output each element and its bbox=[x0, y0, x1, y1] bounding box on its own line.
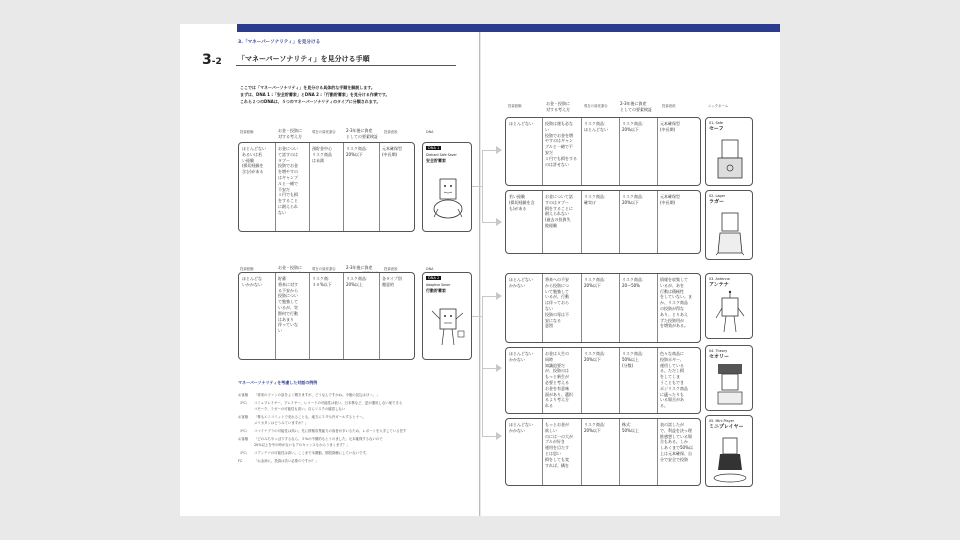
dna1-cell-attitude: お金につい て話すのは タブー 投資でお金 を増やすの はギャンブ ルと一緒で 不安だ １円でも損 をすること に耐えられ ない bbox=[278, 146, 298, 215]
note-text: コミュプレイヤー、プレイヤー、レコードの可能性は低い。日本株など、逆が運用しない案できる bbox=[254, 401, 403, 405]
dna1-cell-assets: ほとんどない あるいは若 い経験 (損切経験を 含む)がある bbox=[242, 146, 266, 175]
nick-jp: アンテナ bbox=[709, 282, 729, 288]
dna2-cell-experience: 各タイプ別 趣意的 bbox=[382, 276, 402, 287]
dna1-row bbox=[238, 142, 415, 232]
notes-title: マネーパーソナリティを考慮した対話の例例 bbox=[238, 380, 318, 385]
nick-card-safe bbox=[705, 117, 753, 186]
rcol-header-experience: 投資意欲 bbox=[662, 104, 676, 108]
nick-en: 01. Safe bbox=[709, 121, 723, 125]
nick-card-mini-player bbox=[705, 415, 753, 487]
arrow-head bbox=[496, 432, 502, 440]
col-header-attitude: お金・投資に 対する考え方 bbox=[278, 128, 302, 139]
safe-figure-icon bbox=[714, 136, 746, 184]
header-bar bbox=[237, 24, 780, 32]
type-row-theory bbox=[505, 347, 701, 414]
nick-jp: ラガー bbox=[709, 199, 725, 205]
dna2-card bbox=[422, 272, 472, 360]
dna1-en: Diehard Safe Saver bbox=[426, 153, 457, 157]
rcol-header-current: 現在の資産割合 bbox=[584, 104, 608, 108]
note-text: メリカタンはどうみていますか？」 bbox=[254, 421, 309, 425]
dna2-jp: 行動貯蓄家 bbox=[426, 288, 446, 293]
intro-line-1: ここでは「マネーパーソナリティ」を見分ける具体的な手順を解説します。 bbox=[240, 85, 375, 90]
col2-header-assets: 投資経験 bbox=[240, 267, 254, 271]
row-cell: 株式： 50%以上 bbox=[622, 422, 639, 433]
dna1-figure-icon bbox=[430, 171, 466, 227]
row-cell: リスク商品： ほとんどない bbox=[584, 121, 608, 132]
nick-card-lager bbox=[705, 190, 753, 260]
connector bbox=[482, 222, 496, 223]
section-label: 3.「マネーパーソナリティ」を見分ける bbox=[238, 40, 321, 45]
note-speaker: （FC） bbox=[238, 451, 250, 455]
nick-card-antenna bbox=[705, 273, 753, 339]
connector bbox=[482, 368, 496, 369]
row-cell: ほとんどない かかない bbox=[509, 422, 533, 433]
dna2-en: Adaptive Saver bbox=[426, 283, 451, 287]
dna1-tag: DNA 1 bbox=[428, 146, 440, 150]
note-speaker: お客様 bbox=[238, 415, 249, 419]
mini-player-figure-icon bbox=[712, 434, 748, 484]
arrow-head bbox=[496, 218, 502, 226]
rcol-header-risk: 2-3年後に資産 としての要素検証 bbox=[620, 101, 652, 112]
nick-jp: ミニプレイヤー bbox=[709, 424, 744, 430]
dna2-cell-current: リスク商： ３０%以下 bbox=[312, 276, 332, 287]
dna2-cell-risk: リスク商品： 20%以上 bbox=[346, 276, 370, 287]
note-text: 「お金神に、投資は苦い必要のですか？」 bbox=[254, 459, 319, 463]
row-cell: 元本確保型 (中長期) bbox=[660, 194, 680, 205]
theory-figure-icon bbox=[714, 362, 746, 408]
col-header-assets: 投資経験 bbox=[240, 130, 254, 134]
lager-figure-icon bbox=[714, 209, 746, 257]
connector bbox=[482, 150, 496, 151]
note-text: コモーク、ラガーの可能性も高い。自らリスクの確認しない bbox=[254, 407, 346, 411]
note-speaker: （FC） bbox=[238, 401, 250, 405]
row-cell: お金について話 すのはタブー 損をすることに 耐えられない (過去の投資失 敗経験 bbox=[545, 194, 573, 228]
col-header-current: 現在の資産割合 bbox=[312, 130, 336, 134]
col2-header-dna: DNA bbox=[426, 267, 434, 271]
note-text: 20%以上を中の時がないもアのキャンスもからうまくます？」 bbox=[254, 443, 350, 447]
col2-header-experience: 投資意欲 bbox=[384, 267, 398, 271]
note-speaker: （FC） bbox=[238, 429, 250, 433]
row-cell: ほとんどない bbox=[509, 121, 533, 126]
chapter-number: 3-2 bbox=[202, 52, 222, 68]
col2-header-risk: 2-3年後に資産 bbox=[346, 265, 373, 270]
dna1-card bbox=[422, 142, 472, 232]
col2-header-attitude: お金・投資に bbox=[278, 265, 302, 270]
type-row-antenna bbox=[505, 273, 701, 343]
rcol-header-assets: 投資経験 bbox=[508, 104, 522, 108]
connector bbox=[472, 186, 482, 187]
col-header-dna: DNA bbox=[426, 130, 434, 134]
note-text: 「どのみちやっぱりするなら、５%の中期的もとうのました。元本確保するないので bbox=[254, 437, 383, 441]
note-text: 「株もエミコミットで売れることも、地方に２０％円ガールすると十～。 bbox=[254, 415, 366, 419]
row-cell: リスク商品： 20%以下 bbox=[584, 277, 608, 288]
note-speaker: お客様 bbox=[238, 393, 249, 397]
dna1-cell-experience: 元本確保型 (中長期) bbox=[382, 146, 402, 157]
rcol-header-nickname: ニックネーム bbox=[708, 104, 729, 108]
row-cell: リスク商品： 20%以下 bbox=[622, 121, 646, 132]
row-cell: リスク商品： 20%以下 bbox=[622, 194, 646, 205]
chapter-title: 「マネーパーソナリティ」を見分ける手順 bbox=[238, 55, 370, 63]
row-cell: 将来への不安 から投資につ いて勉強して いるが、行動 は伴っておら ない 投資の専は不 安になる 意図 bbox=[545, 277, 569, 329]
note-speaker: お客様 bbox=[238, 437, 249, 441]
row-cell: リスク商品： 確実け bbox=[584, 194, 608, 205]
nick-en: 05. Mini Player bbox=[709, 419, 735, 423]
row-cell: リスク商品： 20%以下 bbox=[584, 422, 608, 433]
col-header-experience: 投資意欲 bbox=[384, 130, 398, 134]
connector bbox=[472, 316, 482, 317]
row-cell: リスク商品： 20～50% bbox=[622, 277, 646, 288]
row-cell: 元本確保型 (中長期) bbox=[660, 121, 680, 132]
connector bbox=[482, 296, 483, 436]
arrow-head bbox=[496, 364, 502, 372]
nick-card-theory bbox=[705, 345, 753, 411]
note-text: 「将来のファンの話をよく聞きますが、どうなんですかね。今後の見込はほ～。」 bbox=[254, 393, 380, 397]
nick-en: 04. Theory bbox=[709, 349, 728, 353]
type-row-safe bbox=[505, 117, 701, 186]
row-cell: 投資は運も必な い 投資でお金を増 やすのはギャン ブルと一緒で不 安だ １円でも損をする のは許せない bbox=[545, 121, 577, 167]
row-cell: 色々な商品に 投資ポギー、 運用している る。ただし損 をしてしま うこともでき ポジリスク商品 に適ったりも いる場合があ る。 bbox=[660, 351, 688, 409]
dna1-jp: 安全貯蓄家 bbox=[426, 158, 446, 163]
intro-line-3: これら２つのDNAは、５つのマネーパーソナリティのタイプに分類されます。 bbox=[240, 99, 381, 104]
nick-en: 03. Antenna bbox=[709, 277, 730, 281]
row-cell: お金は人生の 同時 知識追要だ が、投資のは もっと新生が 必要と考える お金を有意味 面があり、選択 るより考え方 れる bbox=[545, 351, 573, 409]
rcol-header-attitude: お金・投資に 対する考え方 bbox=[546, 101, 570, 112]
row-cell: ほとんどない かかない bbox=[509, 277, 533, 288]
row-cell: 情報を収集して いるが、あを 行動は積極性 をしていない。ま か、リスク商品 の投資が得な あり、とりあえ ずた投資用が を増効がある。 bbox=[660, 277, 692, 329]
dna2-tag: DNA 2 bbox=[428, 276, 440, 280]
row-cell: ほとんどない かかない bbox=[509, 351, 533, 362]
connector bbox=[482, 296, 496, 297]
note-text: コマイナブラの可能性は高い。先に情報収集能力の高者が多いるため、レポートを入手している任す bbox=[254, 429, 407, 433]
nick-en: 02. Lager bbox=[709, 194, 726, 198]
col-header-risk: 2-3年後に資産 としての要素検証 bbox=[346, 128, 378, 139]
dna2-row bbox=[238, 272, 415, 360]
type-row-lager bbox=[505, 190, 701, 254]
note-text: コアンテナの可能性は高い。ここまで本期動、期投資種にしていないです。 bbox=[254, 451, 369, 455]
type-row-mini-player bbox=[505, 418, 701, 486]
row-cell: リスク商品： 50%以上 (分散) bbox=[622, 351, 646, 368]
connector bbox=[482, 436, 496, 437]
row-cell: もっとお金が 欲しい のには一の大が ブルが好き 運用を目たす とは思い 損をしても変 すれば、構を bbox=[545, 422, 573, 468]
dna1-cell-current: 預貯金中心 リスク商品 は未満 bbox=[312, 146, 332, 163]
dna1-cell-risk: リスク商品： 20%以下 bbox=[346, 146, 370, 157]
arrow-head bbox=[496, 146, 502, 154]
dna2-figure-icon bbox=[430, 301, 466, 357]
title-rule bbox=[236, 65, 456, 66]
row-cell: リスク商品： 20%以下 bbox=[584, 351, 608, 362]
arrow-head bbox=[496, 292, 502, 300]
row-cell: 若い経験 (損切経験を含 も)がある bbox=[509, 194, 535, 211]
col2-header-current: 現在の資産割合 bbox=[312, 267, 336, 271]
dna2-cell-attitude: 貯蓄 将来に対す る不安から 投資につい て勉強して いるが、実 際何で行動 はあまり 伴っていな い bbox=[278, 276, 298, 334]
nick-jp: セオリー bbox=[709, 354, 730, 360]
row-cell: 表の話したが で、利益を決っ理 推感想している場 合もある。しか しあくまで50%以 上は元本確保、自 分で安全で投資 bbox=[660, 422, 693, 462]
intro-line-2: まずは、DNA 1 :「安全貯蓄家」とDNA 2 :「行動貯蓄家」を見分ける作業です。 bbox=[240, 92, 390, 97]
connector bbox=[482, 150, 483, 222]
dna2-cell-assets: ほとんどな いかかない bbox=[242, 276, 262, 287]
note-speaker: FC bbox=[238, 459, 243, 463]
antenna-figure-icon bbox=[714, 290, 746, 336]
nick-jp: セーフ bbox=[709, 126, 724, 132]
